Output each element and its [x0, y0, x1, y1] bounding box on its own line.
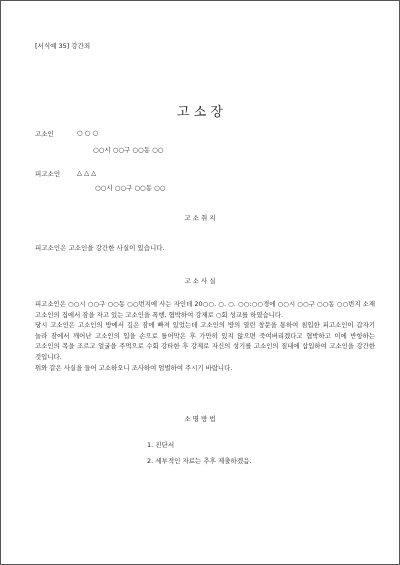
facts-paragraph: 당시 고소인은 고소인의 방에서 깊은 잠에 빠져 있었는데 고소인의 방의 열린 창문을 통하여 침입한 피고소인이 갑자기 놀라 잠에서 깨어난 고소인의 입을 손으로 틀어막은 후 가만히 있지 않으면 죽여버리겠다고 협박하고 이에 반항하는 고소인의 목을 조르고 얼굴을 주먹으로 수회 강타한 후 강제로 자신의 성기를 고소인의 질내에 삽입하여 고소인을 강간한 것입니다.: [35, 321, 375, 361]
accused-address: ○○시 ○○구 ○○동 ○○: [95, 184, 166, 192]
facts-paragraph: 피고소인은 ○○시 ○○구 ○○동 ○○번지에 사는 자인데 20○○. ○. ○. ○○:○○경에 ○○시 ○○구 ○○동 ○○번지 소재 고소인의 집에서 잠을 자고 있는 고소인을 폭행, 협박하여 강제로 ○회 성교를 하였습니다.: [35, 300, 375, 319]
accused-name: △ △ △: [77, 169, 97, 177]
facts-body: [35, 299, 375, 373]
accused-label: 피고소인: [35, 170, 61, 178]
facts-paragraph: 위와 같은 사실을 들어 고소하오니 조사하여 엄벌하여 주시기 바랍니다.: [35, 363, 233, 372]
facts-heading: 고 소 사 실: [184, 277, 216, 285]
complainant-name: ○ ○ ○: [77, 129, 99, 137]
evidence-item: 1. 진단서: [147, 441, 175, 449]
evidence-heading: 소 명 방 법: [184, 415, 216, 423]
purpose-text: 피고소인은 고소인을 강간한 사실이 있습니다.: [35, 244, 165, 252]
page-title: 고 소 장: [177, 105, 223, 120]
purpose-heading: 고 소 취 지: [184, 214, 216, 222]
complainant-address: ○○시 ○○구 ○○동 ○○: [93, 146, 164, 154]
evidence-item: 2. 세부적인 자료는 추후 제출하겠음.: [147, 457, 252, 465]
complainant-label: 고소인: [35, 130, 54, 138]
form-label: [서식예 35] 강간죄: [35, 42, 91, 50]
